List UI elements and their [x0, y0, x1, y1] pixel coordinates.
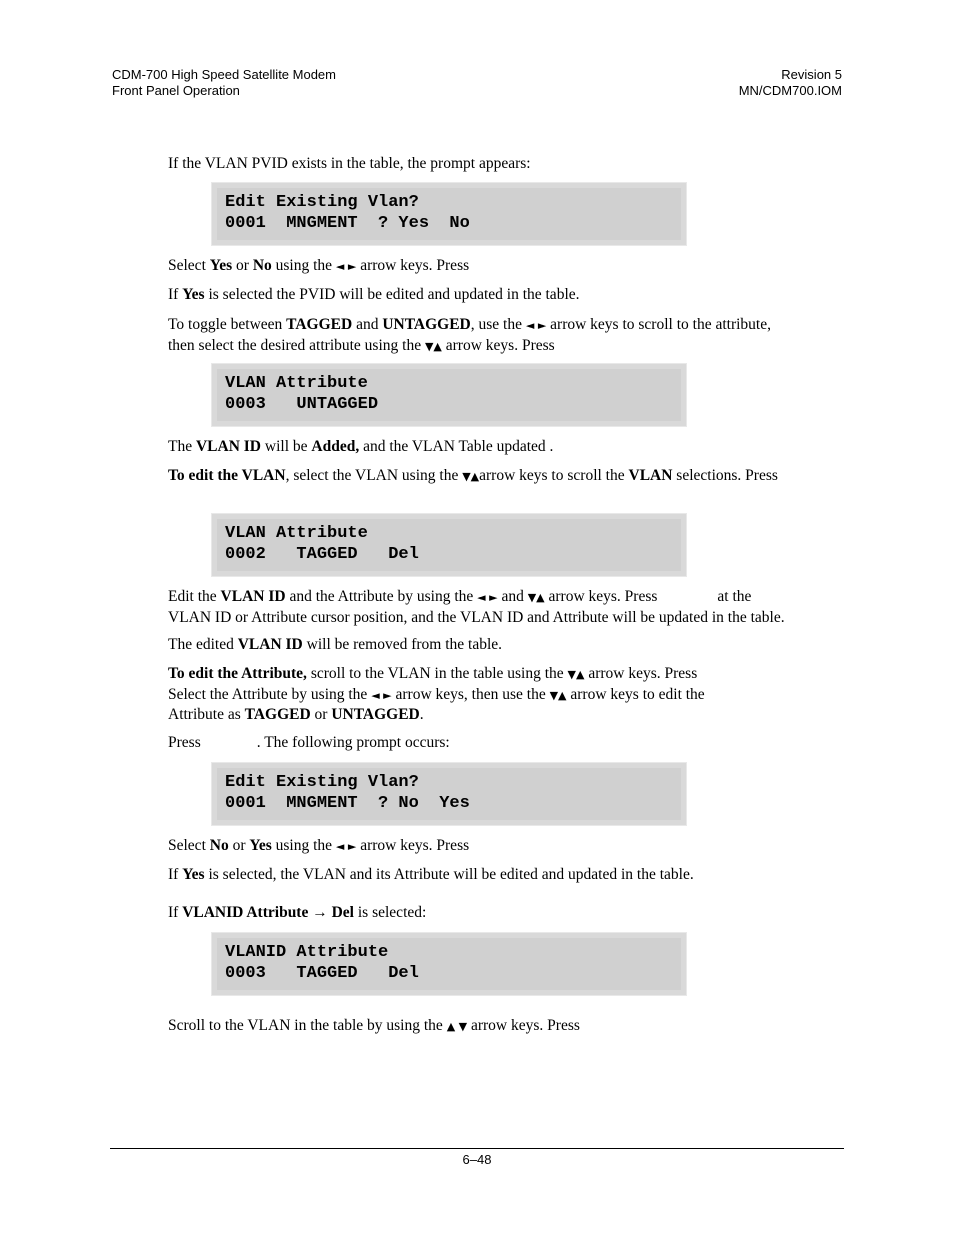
- down-up-arrow-icon: ▼▲: [567, 668, 585, 681]
- lcd-line-1: VLANID Attribute: [225, 943, 389, 962]
- paragraph-11: Select No or Yes using the ◄ ► arrow keys. Press: [168, 837, 470, 854]
- paragraph-8: The edited VLAN ID will be removed from the table.: [168, 636, 503, 653]
- paragraph-3: If Yes is selected the PVID will be edited and updated in the table.: [168, 286, 580, 303]
- header-right: [739, 67, 842, 99]
- lcd-display-3: [211, 513, 687, 577]
- lcd-line-1: Edit Existing Vlan?: [225, 193, 419, 212]
- paragraph-13: If VLANID Attribute → Del is selected:: [168, 904, 427, 921]
- left-right-arrow-icon: ◄ ►: [525, 319, 547, 332]
- header-left: [112, 67, 336, 99]
- lcd-line-2: 0001 MNGMENT ? Yes No: [225, 214, 470, 233]
- lcd-line-2: 0003 TAGGED Del: [225, 964, 419, 983]
- paragraph-4: To toggle between TAGGED and UNTAGGED, use the ◄ ► arrow keys to scroll to the attribute, then select the desired attribute using the ▼▲ arrow keys. Press: [168, 316, 771, 354]
- paragraph-9: To edit the Attribute, scroll to the VLAN in the table using the ▼▲ arrow keys. Press Select the Attribute by using the ◄ ► arrow keys, then use the ▼▲ arrow keys to edit the Attribute as TAGGED or UNTAGGED.: [168, 665, 705, 723]
- paragraph-10: Press . The following prompt occurs:: [168, 734, 450, 751]
- paragraph-7: Edit the VLAN ID and the Attribute by using the ◄ ► and ▼▲ arrow keys. Press at the VLAN ID or Attribute cursor position, and the VLAN ID and Attribute will be updated in the table.: [168, 588, 785, 626]
- footer-rule: [110, 1148, 844, 1149]
- down-up-arrow-icon: ▼▲: [424, 339, 442, 353]
- up-down-arrow-icon: ▲ ▼: [446, 1020, 468, 1033]
- doc-number: MN/CDM700.IOM: [738, 83, 842, 98]
- arrow-right-icon: →: [312, 904, 328, 921]
- paragraph-2: Select Yes or No using the ◄ ► arrow keys. Press: [168, 257, 470, 274]
- doc-title: CDM-700 High Speed Satellite Modem: [112, 67, 336, 82]
- lcd-line-1: VLAN Attribute: [225, 524, 368, 543]
- lcd-line-2: 0002 TAGGED Del: [225, 545, 419, 564]
- lcd-line-2: 0003 UNTAGGED: [225, 395, 379, 414]
- lcd-display-1: [211, 182, 687, 246]
- paragraph-1: If the VLAN PVID exists in the table, the prompt appears:: [168, 155, 531, 172]
- paragraph-6: To edit the VLAN, select the VLAN using the ▼▲arrow keys to scroll the VLAN selections. Press: [168, 467, 778, 484]
- down-up-arrow-icon: ▼▲: [462, 470, 480, 483]
- down-up-arrow-icon: ▼▲: [527, 591, 545, 604]
- lcd-display-2: [211, 363, 687, 427]
- lcd-display-4: [211, 762, 687, 826]
- paragraph-5: The VLAN ID will be Added, and the VLAN Table updated .: [168, 438, 554, 455]
- left-right-arrow-icon: ◄ ►: [371, 688, 392, 702]
- page-number: 6–48: [462, 1152, 492, 1167]
- lcd-line-2: 0001 MNGMENT ? No Yes: [225, 794, 470, 813]
- left-right-arrow-icon: ◄ ►: [477, 591, 498, 604]
- paragraph-14: Scroll to the VLAN in the table by using the ▲ ▼ arrow keys. Press: [168, 1017, 580, 1034]
- paragraph-12: If Yes is selected, the VLAN and its Attribute will be edited and updated in the table.: [168, 866, 694, 883]
- left-right-arrow-icon: ◄ ►: [335, 260, 357, 273]
- section-title: Front Panel Operation: [112, 83, 240, 98]
- lcd-line-1: VLAN Attribute: [225, 374, 368, 393]
- left-right-arrow-icon: ◄ ►: [335, 840, 357, 853]
- lcd-display-5: [211, 932, 687, 996]
- revision: Revision 5: [781, 67, 842, 82]
- lcd-line-1: Edit Existing Vlan?: [225, 773, 419, 792]
- down-up-arrow-icon: ▼▲: [549, 688, 567, 702]
